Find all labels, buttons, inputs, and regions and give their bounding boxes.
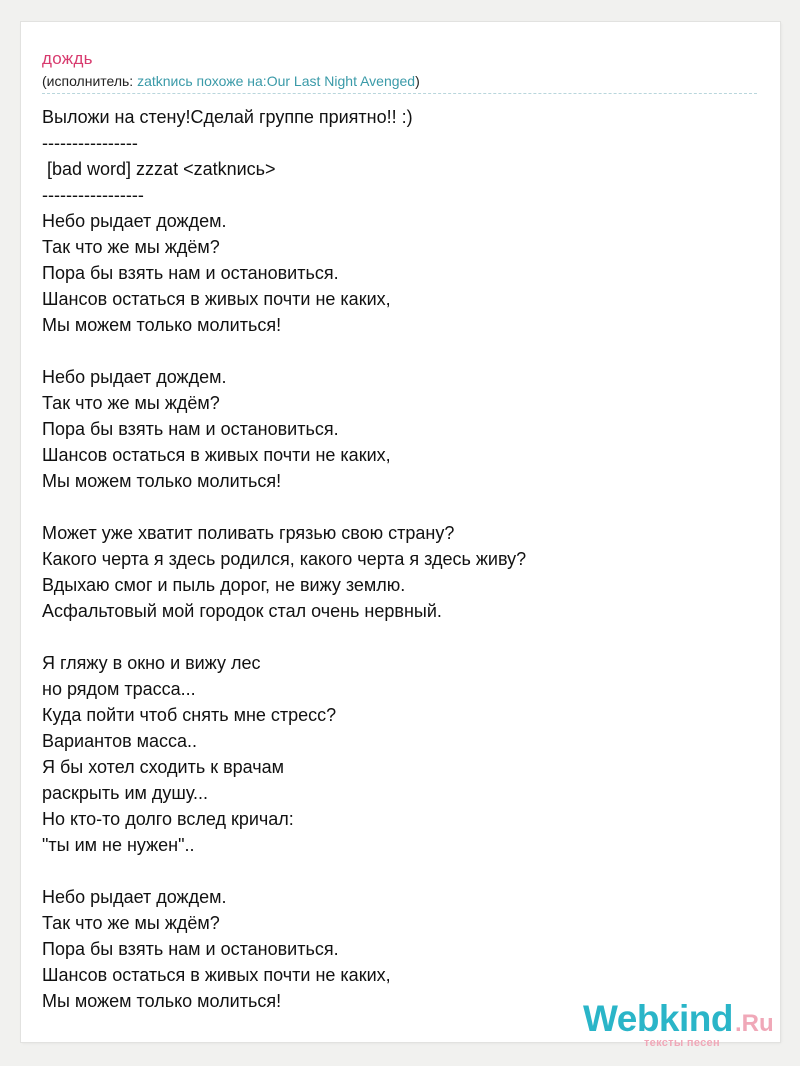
- similar-prefix: похоже на:: [192, 73, 267, 89]
- lyric-line: Шансов остаться в живых почти не каких,: [42, 965, 391, 985]
- lyric-line: "ты им не нужен"..: [42, 835, 195, 855]
- lyric-line: Мы можем только молиться!: [42, 315, 282, 335]
- meta-suffix: ): [415, 73, 420, 89]
- lyric-line: Шансов остаться в живых почти не каких,: [42, 289, 391, 309]
- song-title: дождь: [42, 49, 93, 68]
- lyric-line: Пора бы взять нам и остановиться.: [42, 419, 339, 439]
- lyric-line: Асфальтовый мой городок стал очень нервный.: [42, 601, 442, 621]
- lyric-line: раскрыть им душу...: [42, 783, 209, 803]
- lyric-line: Мы можем только молиться!: [42, 991, 282, 1011]
- lyric-line: Шансов остаться в живых почти не каких,: [42, 445, 391, 465]
- lyric-line: Так что же мы ждём?: [42, 913, 220, 933]
- lyric-line: Так что же мы ждём?: [42, 393, 220, 413]
- lyric-line: Небо рыдает дождем.: [42, 367, 227, 387]
- lyric-line: Выложи на стену!Сделай группе приятно!! :): [42, 107, 413, 127]
- lyric-line: Мы можем только молиться!: [42, 471, 282, 491]
- artist-prefix: (исполнитель:: [42, 73, 138, 89]
- logo-wordmark: Webkind: [583, 998, 733, 1039]
- lyric-line: [42, 338, 757, 364]
- song-meta: [42, 73, 420, 89]
- lyric-line: Небо рыдает дождем.: [42, 887, 227, 907]
- lyrics-text: [42, 104, 757, 1014]
- lyric-line: ----------------: [42, 133, 138, 153]
- lyric-line: Куда пойти чтоб снять мне стресс?: [42, 705, 337, 725]
- lyric-line: но рядом трасса...: [42, 679, 196, 699]
- lyric-line: [42, 858, 757, 884]
- webkind-logo[interactable]: [583, 998, 774, 1049]
- lyric-line: [42, 624, 757, 650]
- lyrics-page: [21, 22, 780, 1049]
- lyric-line: -----------------: [42, 185, 144, 205]
- lyric-line: [42, 494, 757, 520]
- logo-tld: .Ru: [735, 1010, 774, 1037]
- lyric-line: Пора бы взять нам и остановиться.: [42, 263, 339, 283]
- artist-link[interactable]: zatknись: [137, 73, 193, 89]
- lyric-line: Так что же мы ждём?: [42, 237, 220, 257]
- lyric-line: Какого черта я здесь родился, какого черта я здесь живу?: [42, 549, 527, 569]
- lyric-line: Но кто-то долго вслед кричал:: [42, 809, 294, 829]
- lyric-line: Небо рыдает дождем.: [42, 211, 227, 231]
- lyric-line: Вдыхаю смог и пыль дорог, не вижу землю.: [42, 575, 406, 595]
- lyric-line: Вариантов масса..: [42, 731, 198, 751]
- lyric-line: Я гляжу в окно и вижу лес: [42, 653, 261, 673]
- similar-artists-link[interactable]: Our Last Night Avenged: [266, 73, 416, 89]
- lyric-line: [bad word] zzzat <zatknись>: [42, 159, 276, 179]
- lyric-line: Может уже хватит поливать грязью свою страну?: [42, 523, 455, 543]
- logo-tagline: тексты песен: [644, 1037, 720, 1049]
- lyric-line: Пора бы взять нам и остановиться.: [42, 939, 339, 959]
- lyric-line: Я бы хотел сходить к врачам: [42, 757, 285, 777]
- header-divider: [42, 93, 757, 94]
